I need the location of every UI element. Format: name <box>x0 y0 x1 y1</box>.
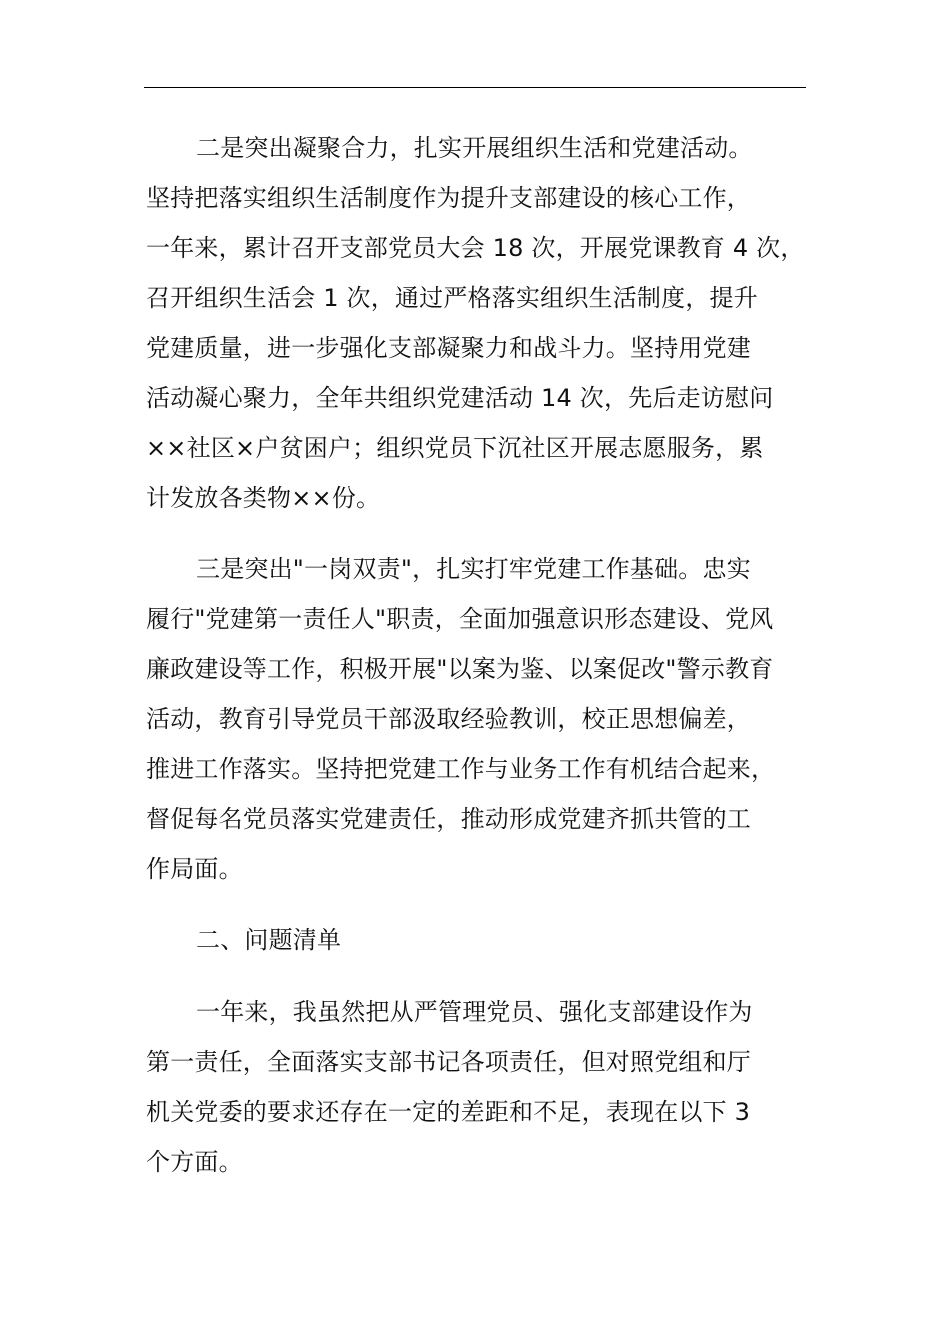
paragraph-2-line-4: 活动，教育引导党员干部汲取经验教训，校正思想偏差， <box>146 705 751 733</box>
paragraph-1-line-4: 召开组织生活会 1 次，通过严格落实组织生活制度，提升 <box>146 284 758 312</box>
paragraph-1-line-7: ××社区×户贫困户；组织党员下沉社区开展志愿服务，累 <box>146 434 764 462</box>
paragraph-1-line-2: 坚持把落实组织生活制度作为提升支部建设的核心工作， <box>146 184 751 212</box>
section-heading: 二、问题清单 <box>196 926 342 954</box>
paragraph-1-line-3: 一年来，累计召开支部党员大会 18 次，开展党课教育 4 次， <box>146 234 805 262</box>
paragraph-2-line-3: 廉政建设等工作，积极开展"以案为鉴、以案促改"警示教育 <box>146 655 774 683</box>
paragraph-3-line-1: 一年来，我虽然把从严管理党员、强化支部建设作为 <box>196 998 753 1026</box>
paragraph-2-line-2: 履行"党建第一责任人"职责，全面加强意识形态建设、党风 <box>146 605 774 633</box>
paragraph-1-line-1: 二是突出凝聚合力，扎实开展组织生活和党建活动。 <box>196 134 753 162</box>
paragraph-2-line-7: 作局面。 <box>146 855 243 883</box>
paragraph-1-line-5: 党建质量，进一步强化支部凝聚力和战斗力。坚持用党建 <box>146 334 751 362</box>
paragraph-2-line-6: 督促每名党员落实党建责任，推动形成党建齐抓共管的工 <box>146 805 751 833</box>
paragraph-3-line-4: 个方面。 <box>146 1148 243 1176</box>
paragraph-3-line-2: 第一责任，全面落实支部书记各项责任，但对照党组和厅 <box>146 1048 751 1076</box>
paragraph-2-line-5: 推进工作落实。坚持把党建工作与业务工作有机结合起来， <box>146 755 776 783</box>
paragraph-3-line-3: 机关党委的要求还存在一定的差距和不足，表现在以下 3 <box>146 1098 751 1126</box>
header-rule <box>144 87 806 88</box>
paragraph-1-line-6: 活动凝心聚力，全年共组织党建活动 14 次，先后走访慰问 <box>146 384 774 412</box>
paragraph-2-line-1: 三是突出"一岗双责"，扎实打牢党建工作基础。忠实 <box>196 555 751 583</box>
paragraph-1-line-8: 计发放各类物××份。 <box>146 484 381 512</box>
